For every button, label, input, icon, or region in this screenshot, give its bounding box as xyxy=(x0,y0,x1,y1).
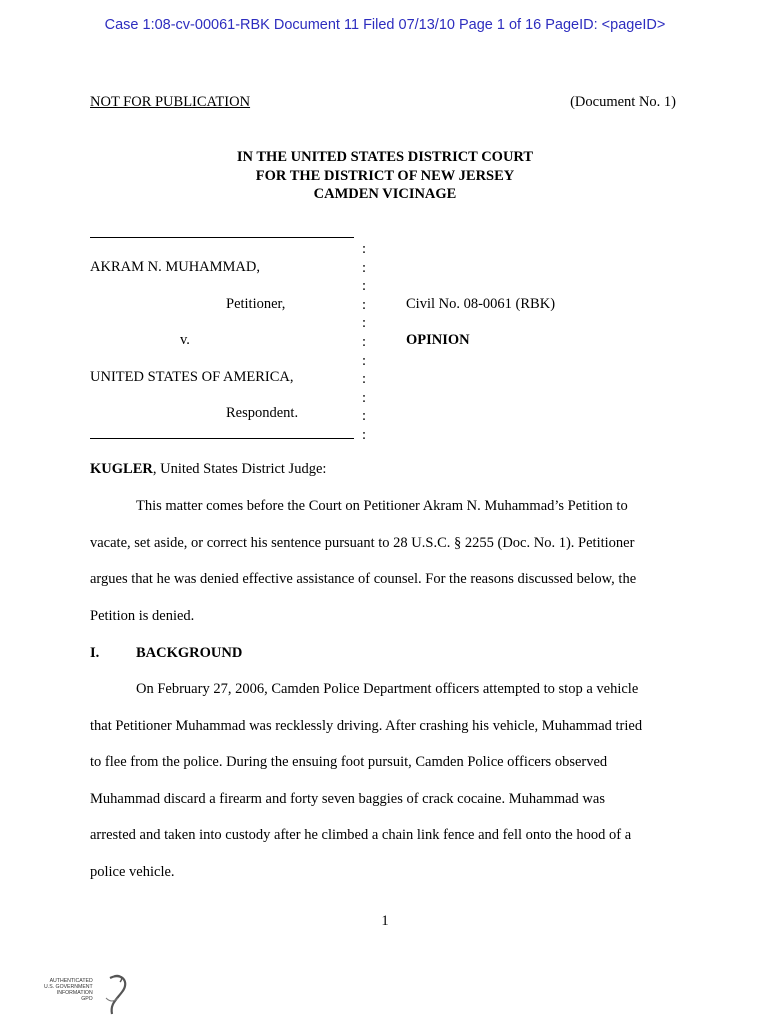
caption-colons: : : : : : : : : : : : xyxy=(362,241,367,443)
background-line-5: arrested and taken into custody after he climbed a chain link fence and fell onto the hood of a xyxy=(90,827,632,843)
caption-bottom-rule xyxy=(90,438,354,439)
versus: v. xyxy=(180,332,190,348)
document-type: OPINION xyxy=(406,332,470,348)
petitioner-role: Petitioner, xyxy=(226,296,286,312)
court-line-3: CAMDEN VICINAGE xyxy=(313,186,457,202)
case-header: Case 1:08-cv-00061-RBK Document 11 Filed 07/13/10 Page 1 of 16 PageID: <pageID> xyxy=(104,17,666,33)
publication-notice: NOT FOR PUBLICATION xyxy=(90,94,251,110)
court-line-1: IN THE UNITED STATES DISTRICT COURT xyxy=(236,149,534,165)
judge-name: KUGLER xyxy=(90,461,153,477)
background-line-3: to flee from the police. During the ensuing foot pursuit, Camden Police officers observed xyxy=(90,754,608,770)
background-line-1: On February 27, 2006, Camden Police Department officers attempted to stop a vehicle xyxy=(136,681,639,697)
court-line-2: FOR THE DISTRICT OF NEW JERSEY xyxy=(255,168,515,184)
intro-line-2: vacate, set aside, or correct his sentence pursuant to 28 U.S.C. § 2255 (Doc. No. 1). Petitioner xyxy=(90,535,635,551)
document-number: (Document No. 1) xyxy=(570,94,676,110)
gpo-eagle-swoosh-icon xyxy=(110,976,125,1014)
background-line-2: that Petitioner Muhammad was recklessly driving. After crashing his vehicle, Muhammad tried xyxy=(90,718,643,734)
petitioner-name: AKRAM N. MUHAMMAD, xyxy=(90,259,260,275)
background-line-4: Muhammad discard a firearm and forty seven baggies of crack cocaine. Muhammad was xyxy=(90,791,605,807)
intro-line-1: This matter comes before the Court on Petitioner Akram N. Muhammad’s Petition to xyxy=(136,498,628,514)
intro-line-4: Petition is denied. xyxy=(90,608,195,624)
page-number: 1 xyxy=(381,913,389,929)
judge-line xyxy=(90,461,326,478)
gpo-logo-text: AUTHENTICATED U.S. GOVERNMENT INFORMATION GPO xyxy=(44,978,93,1002)
background-line-6: police vehicle. xyxy=(90,864,175,880)
section-title: BACKGROUND xyxy=(136,645,243,661)
respondent-name: UNITED STATES OF AMERICA, xyxy=(90,369,294,385)
judge-title: , United States District Judge: xyxy=(152,461,327,477)
caption-top-rule xyxy=(90,237,354,238)
civil-number: Civil No. 08-0061 (RBK) xyxy=(406,296,556,312)
respondent-role: Respondent. xyxy=(226,405,299,421)
section-number: I. xyxy=(90,645,100,661)
intro-line-3: argues that he was denied effective assistance of counsel. For the reasons discussed below, the xyxy=(90,571,637,587)
